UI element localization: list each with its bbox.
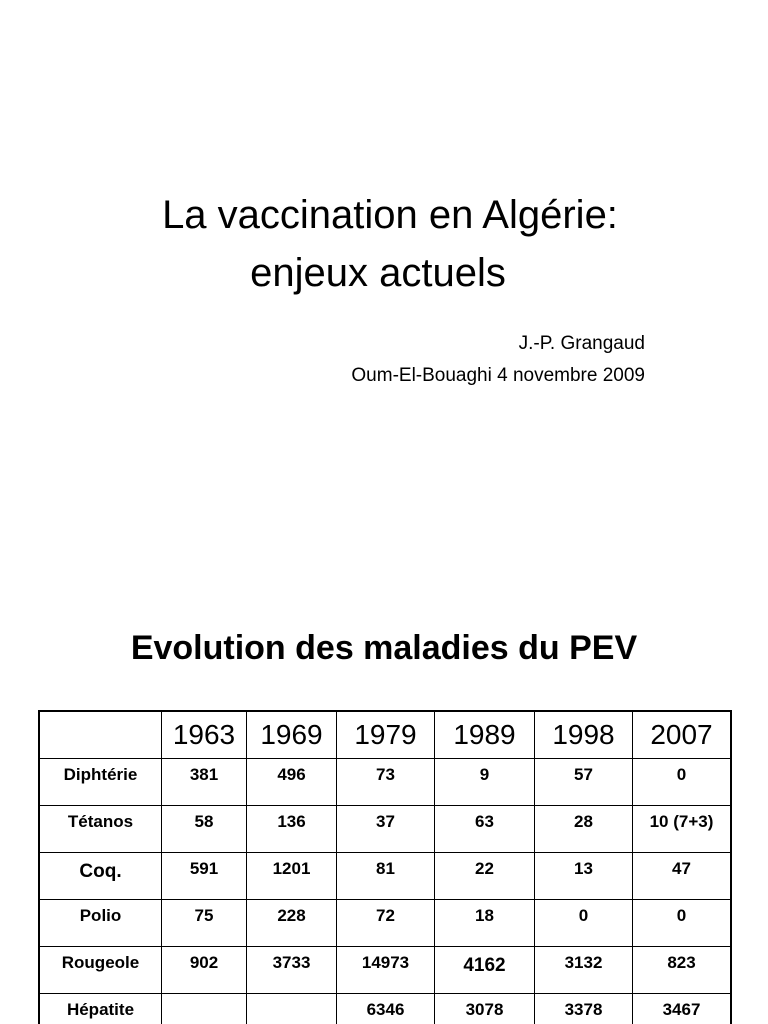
- table-cell: 591: [162, 853, 247, 900]
- table-cell: 37: [337, 806, 435, 853]
- table-row: [39, 947, 731, 994]
- row-label-coqueluche: Coq.: [39, 853, 162, 900]
- table-row: [39, 806, 731, 853]
- table-cell: 3467: [633, 994, 732, 1024]
- table-cell: 4162: [435, 947, 535, 994]
- row-label-rougeole: Rougeole: [39, 947, 162, 994]
- table-row: [39, 759, 731, 806]
- table-cell: 81: [337, 853, 435, 900]
- table-header-row: [39, 711, 731, 759]
- row-label-hepatite: Hépatite: [39, 994, 162, 1024]
- table-cell: 13: [535, 853, 633, 900]
- table-cell: 902: [162, 947, 247, 994]
- header-year-1989: 1989: [435, 711, 535, 759]
- row-label-diphterie: Diphtérie: [39, 759, 162, 806]
- table-cell: 381: [162, 759, 247, 806]
- slide-title-line-2: enjeux actuels: [250, 251, 506, 295]
- table-cell: 3078: [435, 994, 535, 1024]
- table-cell: 136: [247, 806, 337, 853]
- table-cell: 63: [435, 806, 535, 853]
- slide-title-line-1: La vaccination en Algérie:: [162, 193, 618, 237]
- table-cell: 14973: [337, 947, 435, 994]
- header-year-1998: 1998: [535, 711, 633, 759]
- table-cell: 228: [247, 900, 337, 947]
- table-cell: 72: [337, 900, 435, 947]
- table-cell: 496: [247, 759, 337, 806]
- table-cell: 0: [633, 759, 732, 806]
- table-cell: 6346: [337, 994, 435, 1024]
- table-slide: [0, 576, 768, 1024]
- table-cell: [162, 994, 247, 1024]
- table-cell: 58: [162, 806, 247, 853]
- table-cell: 0: [535, 900, 633, 947]
- table-cell: 3733: [247, 947, 337, 994]
- header-corner-cell: [39, 711, 162, 759]
- table-slide-title: Evolution des maladies du PEV: [130, 629, 638, 667]
- row-label-polio: Polio: [39, 900, 162, 947]
- header-year-1969: 1969: [247, 711, 337, 759]
- table-cell: 75: [162, 900, 247, 947]
- disease-evolution-table: [38, 710, 732, 1024]
- header-year-1963: 1963: [162, 711, 247, 759]
- table-cell: 3132: [535, 947, 633, 994]
- header-year-1979: 1979: [337, 711, 435, 759]
- author-name: J.-P. Grangaud: [518, 333, 645, 354]
- table-cell: 22: [435, 853, 535, 900]
- header-year-2007: 2007: [633, 711, 732, 759]
- table-cell: 10 (7+3): [633, 806, 732, 853]
- table-cell: 57: [535, 759, 633, 806]
- table-cell: 73: [337, 759, 435, 806]
- table-cell: 0: [633, 900, 732, 947]
- table-cell: 28: [535, 806, 633, 853]
- row-label-tetanos: Tétanos: [39, 806, 162, 853]
- table-cell: [247, 994, 337, 1024]
- table-row: [39, 900, 731, 947]
- table-cell: 9: [435, 759, 535, 806]
- table-cell: 47: [633, 853, 732, 900]
- table-cell: 823: [633, 947, 732, 994]
- event-location-date: Oum-El-Bouaghi 4 novembre 2009: [351, 365, 645, 386]
- table-cell: 1201: [247, 853, 337, 900]
- table-cell: 18: [435, 900, 535, 947]
- table-cell: 3378: [535, 994, 633, 1024]
- table-row: [39, 853, 731, 900]
- table-row: [39, 994, 731, 1024]
